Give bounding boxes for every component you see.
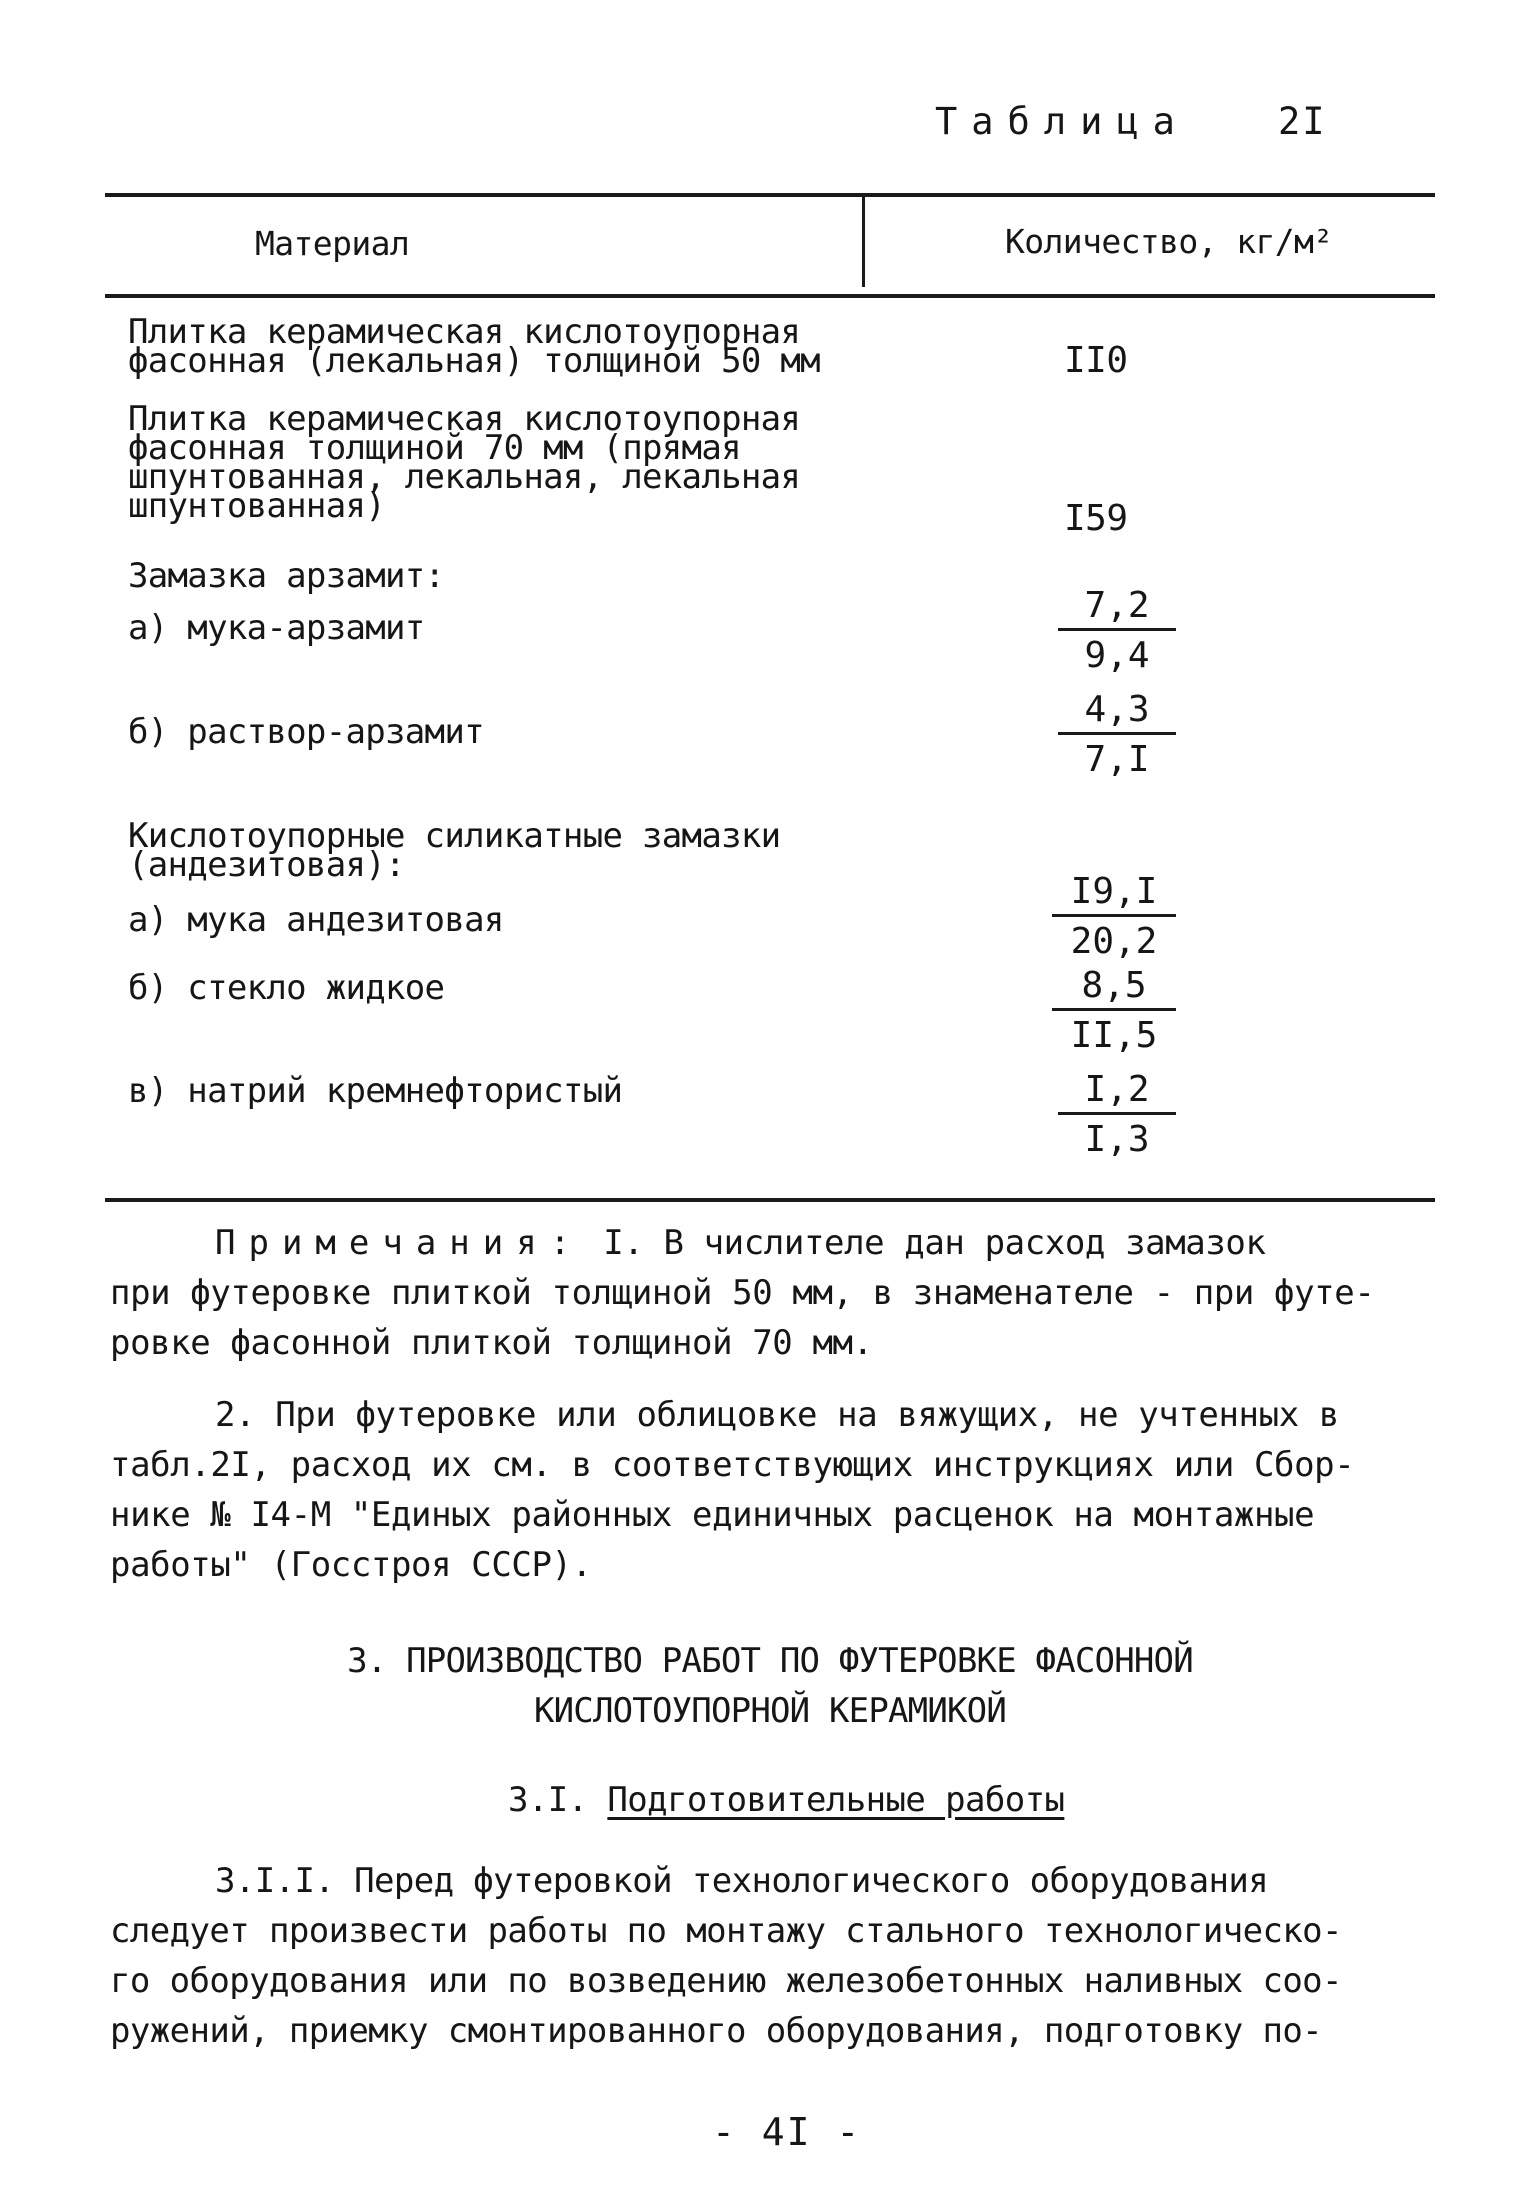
material-arzamit-group: Замазка арзамит: — [128, 556, 445, 596]
table-header-divider — [862, 195, 865, 287]
denominator: 9,4 — [1058, 628, 1176, 681]
subsection-heading — [508, 1780, 1064, 1820]
note-2-continuation: табл.2I, расход их см. в соответствующих инструкциях или Сбор- нике № I4-М "Единых районных единичных расценок на монтажные работы" (Госстроя СССР). — [110, 1445, 1355, 1585]
fraction-sodium-fluorosilicate — [1058, 1068, 1176, 1165]
table-caption — [935, 100, 1189, 143]
table-top-rule — [105, 193, 1435, 197]
table-number: 2I — [1278, 100, 1327, 143]
numerator: I,2 — [1084, 1069, 1150, 1110]
denominator: I,3 — [1058, 1112, 1176, 1165]
note-1-first-line: Примечания: I. В числителе дан расход замазок — [215, 1223, 1266, 1263]
material-silicate-group: Кислотоупорные силикатные замазки (андезитовая): — [128, 816, 781, 885]
note-1-continuation: при футеровке плиткой толщиной 50 мм, в знаменателе - при футе- ровке фасонной плиткой толщиной 70 мм. — [110, 1273, 1375, 1363]
header-material: Материал — [255, 224, 410, 263]
value-tile-70: I59 — [1064, 498, 1128, 539]
table-caption-word: Таблица — [935, 100, 1189, 143]
notes-label: Примечания: — [215, 1223, 584, 1263]
subsection-title: Подготовительные работы — [607, 1780, 1065, 1820]
material-tile-50: Плитка керамическая кислотоупорная фасонная (лекальная) толщиной 50 мм — [128, 312, 820, 381]
section-heading: 3. ПРОИЗВОДСТВО РАБОТ ПО ФУТЕРОВКЕ ФАСОННОЙ КИСЛОТОУПОРНОЙ КЕРАМИКОЙ — [347, 1641, 1193, 1731]
paragraph-continuation: следует произвести работы по монтажу стального технологическо- го оборудования или по возведению железобетонных наливных соо- ружений, приемку смонтированного оборудования, подготовку по- — [110, 1911, 1342, 2051]
material-liquid-glass: б) стекло жидкое — [128, 968, 445, 1008]
value-tile-50: II0 — [1064, 340, 1128, 381]
numerator: 7,2 — [1084, 585, 1150, 626]
numerator: 4,3 — [1084, 689, 1150, 730]
fraction-arzamit-flour — [1058, 584, 1176, 681]
material-arzamit-flour: а) мука-арзамит — [128, 608, 425, 648]
page-number: - 4I - — [712, 2110, 862, 2154]
numerator: I9,I — [1070, 871, 1158, 912]
subsection-number: 3.I. — [508, 1780, 588, 1820]
denominator: 20,2 — [1052, 914, 1176, 967]
table-header-rule — [105, 294, 1435, 298]
fraction-liquid-glass — [1052, 964, 1176, 1061]
fraction-andesite-flour — [1052, 870, 1176, 967]
denominator: 7,I — [1058, 732, 1176, 785]
denominator: II,5 — [1052, 1008, 1176, 1061]
material-sodium-fluorosilicate: в) натрий кремнефтористый — [128, 1071, 623, 1111]
material-arzamit-mortar: б) раствор-арзамит — [128, 712, 484, 752]
numerator: 8,5 — [1081, 965, 1147, 1006]
fraction-arzamit-mortar — [1058, 688, 1176, 785]
table-bottom-rule — [105, 1198, 1435, 1202]
material-andesite-flour: а) мука андезитовая — [128, 900, 504, 940]
paragraph-first-line: 3.I.I. Перед футеровкой технологического оборудования — [215, 1861, 1269, 1901]
header-quantity: Количество, кг/м² — [1005, 222, 1333, 261]
note-2-first-line: 2. При футеровке или облицовке на вяжущих, не учтенных в — [215, 1395, 1339, 1435]
material-tile-70: Плитка керамическая кислотоупорная фасонная толщиной 70 мм (прямая шпунтованная, лекальная, лекальная шпунтованная) — [128, 399, 801, 526]
